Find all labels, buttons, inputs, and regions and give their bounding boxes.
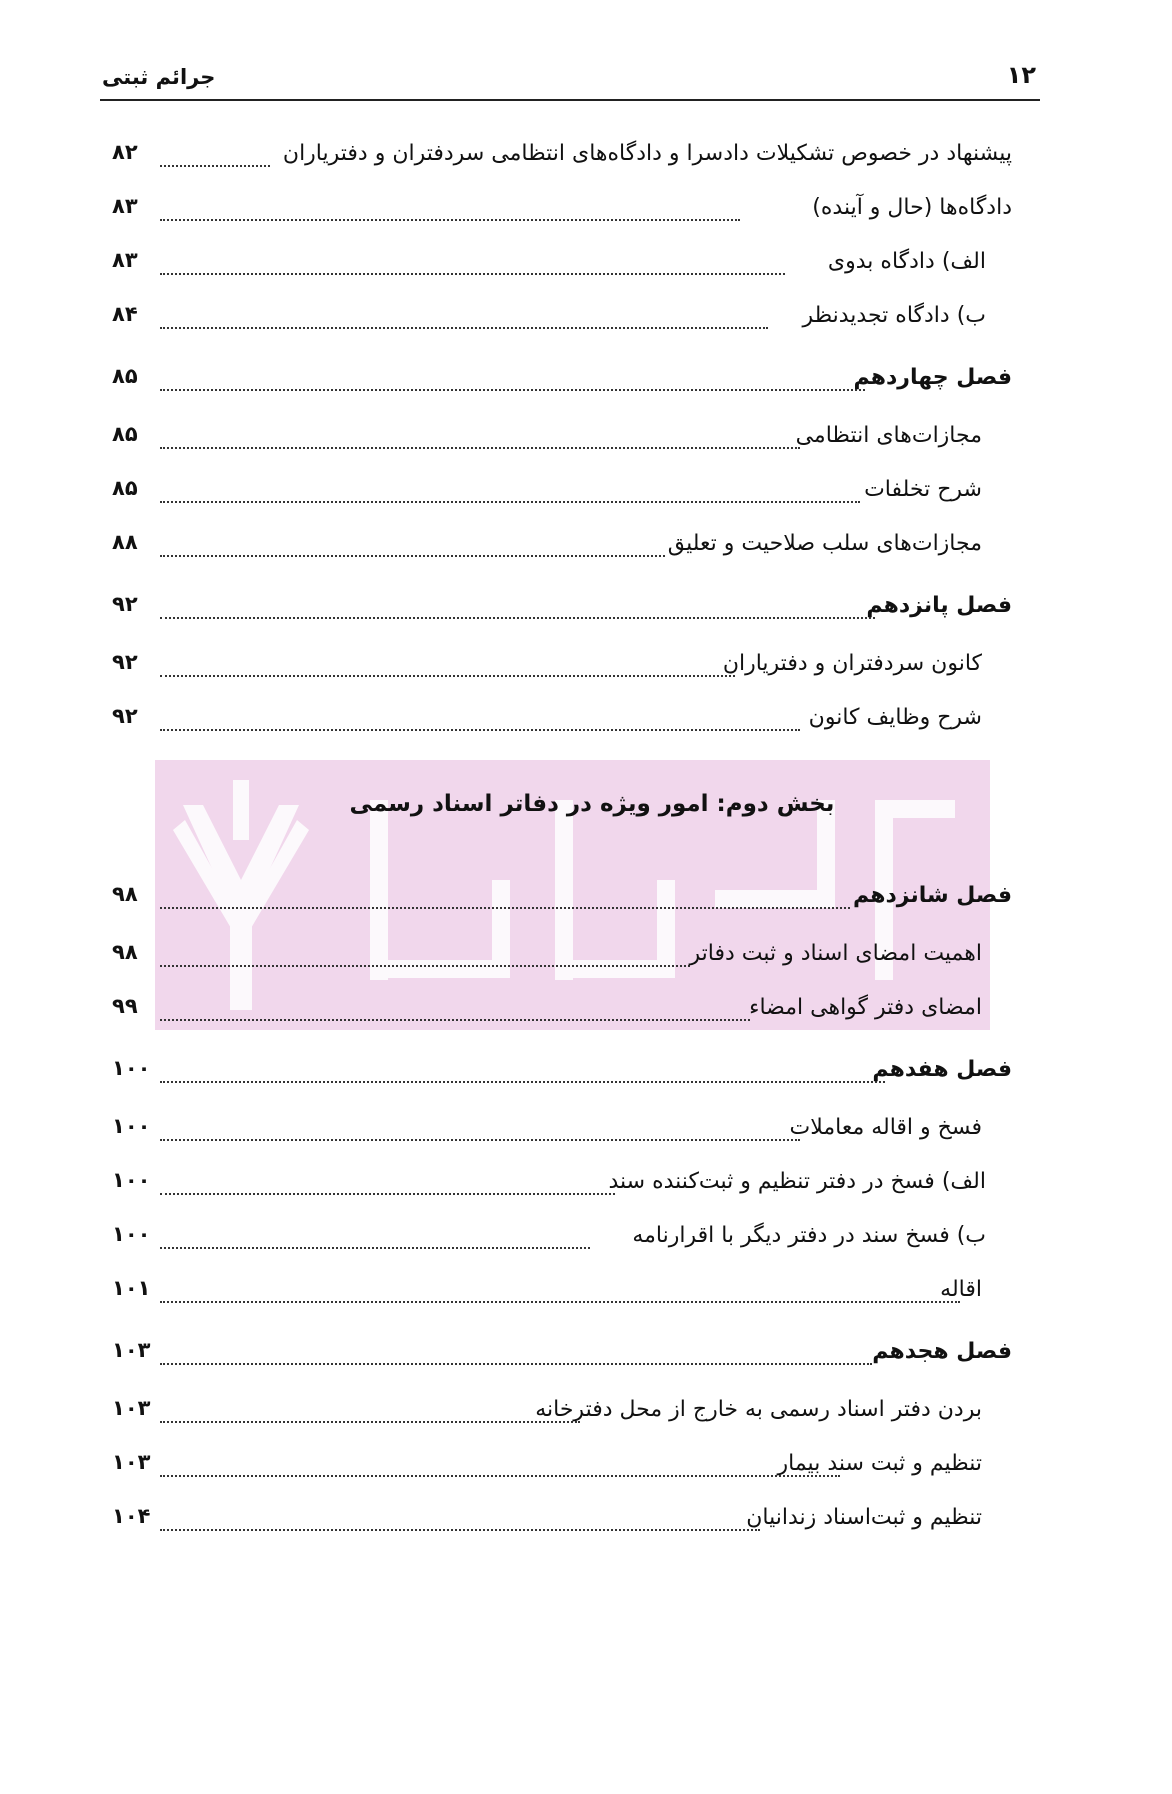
toc-entry-title: مجازات‌های سلب صلاحیت و تعلیق bbox=[667, 531, 982, 556]
toc-entry[interactable] bbox=[112, 1107, 1012, 1161]
dot-leader bbox=[160, 597, 875, 619]
toc-chapter[interactable] bbox=[112, 875, 1012, 933]
toc-chapter[interactable] bbox=[112, 585, 1012, 643]
toc-page-number: ۱۰۳ bbox=[112, 1338, 151, 1362]
part-title: بخش دوم: امور ویژه در دفاتر اسناد رسمی bbox=[349, 791, 835, 817]
toc-page-number: ۱۰۱ bbox=[112, 1276, 151, 1300]
toc-entry[interactable] bbox=[112, 133, 1012, 187]
dot-leader bbox=[160, 887, 850, 909]
dot-leader bbox=[160, 481, 860, 503]
toc-page-number: ۸۳ bbox=[112, 194, 138, 218]
toc-chapter[interactable] bbox=[112, 1331, 1012, 1389]
dot-leader bbox=[160, 253, 785, 275]
dot-leader bbox=[160, 369, 865, 391]
dot-leader bbox=[160, 655, 735, 677]
toc-entry[interactable] bbox=[112, 469, 1012, 523]
page-header bbox=[100, 55, 1040, 101]
toc-entry[interactable] bbox=[112, 1269, 1012, 1323]
toc-entry-title: الف) دادگاه بدوی bbox=[827, 249, 986, 274]
toc-entry-title: کانون سردفتران و دفتریاران bbox=[722, 651, 982, 676]
toc-entry-title: اهمیت امضای اسناد و ثبت دفاتر bbox=[689, 941, 982, 966]
dot-leader bbox=[160, 1401, 580, 1423]
toc-page-number: ۱۰۳ bbox=[112, 1396, 151, 1420]
toc-chapter[interactable] bbox=[112, 1049, 1012, 1107]
toc-entry[interactable] bbox=[112, 241, 1012, 295]
toc-entry[interactable] bbox=[112, 1215, 1012, 1269]
toc-entry[interactable] bbox=[112, 187, 1012, 241]
toc-entry-title: دادگاه‌ها (حال و آینده) bbox=[812, 195, 1012, 220]
toc-entry[interactable] bbox=[112, 933, 1012, 987]
toc-chapter-title: فصل چهاردهم bbox=[853, 365, 1012, 390]
toc-entry-title: تنظیم و ثبت‌اسناد زندانیان bbox=[746, 1505, 982, 1530]
toc-entry-title: اقاله bbox=[940, 1277, 982, 1302]
toc-entry[interactable] bbox=[112, 295, 1012, 349]
toc-page-number: ۸۵ bbox=[112, 364, 138, 388]
dot-leader bbox=[160, 307, 768, 329]
dot-leader bbox=[160, 709, 800, 731]
toc-page-number: ۹۸ bbox=[112, 882, 138, 906]
dot-leader bbox=[160, 199, 740, 221]
toc-page-number: ۱۰۰ bbox=[112, 1114, 151, 1138]
dot-leader bbox=[160, 145, 270, 167]
dot-leader bbox=[160, 945, 690, 967]
toc-page-number: ۹۹ bbox=[112, 994, 138, 1018]
dot-leader bbox=[160, 535, 665, 557]
toc-entry[interactable] bbox=[112, 987, 1012, 1041]
toc-entry[interactable] bbox=[112, 1443, 1012, 1497]
toc-entry-title: مجازات‌های انتظامی bbox=[795, 423, 982, 448]
dot-leader bbox=[160, 1173, 615, 1195]
toc-page-number: ۸۳ bbox=[112, 248, 138, 272]
dot-leader bbox=[160, 1343, 872, 1365]
toc-page-number: ۸۸ bbox=[112, 530, 138, 554]
toc-chapter-title: فصل شانزدهم bbox=[852, 883, 1012, 908]
toc-chapter[interactable] bbox=[112, 357, 1012, 415]
dot-leader bbox=[160, 1119, 800, 1141]
toc-page-number: ۹۲ bbox=[112, 592, 138, 616]
toc-page-number: ۹۲ bbox=[112, 650, 138, 674]
toc-chapter-title: فصل پانزدهم bbox=[866, 593, 1012, 618]
dot-leader bbox=[160, 1281, 960, 1303]
toc-entry-title: شرح وظایف کانون bbox=[808, 705, 982, 730]
toc-page-number: ۸۴ bbox=[112, 302, 138, 326]
toc-entry[interactable] bbox=[112, 643, 1012, 697]
toc-entry[interactable] bbox=[112, 1497, 1012, 1551]
toc-page-number: ۱۰۰ bbox=[112, 1168, 151, 1192]
page-number: ۱۲ bbox=[1006, 61, 1036, 89]
toc-entry[interactable] bbox=[112, 415, 1012, 469]
toc-page-number: ۹۲ bbox=[112, 704, 138, 728]
toc-entry-title: فسخ و اقاله معاملات bbox=[789, 1115, 982, 1140]
toc-entry[interactable] bbox=[112, 1389, 1012, 1443]
toc-entry-title: ب) فسخ سند در دفتر دیگر با اقرارنامه bbox=[632, 1223, 986, 1248]
toc-page-number: ۹۸ bbox=[112, 940, 138, 964]
toc-page-number: ۱۰۴ bbox=[112, 1504, 151, 1528]
dot-leader bbox=[160, 1061, 885, 1083]
toc-page-number: ۸۲ bbox=[112, 140, 138, 164]
toc-page-number: ۸۵ bbox=[112, 422, 138, 446]
dot-leader bbox=[160, 1455, 840, 1477]
part-heading bbox=[112, 781, 1012, 867]
toc-entry-title: شرح تخلفات bbox=[864, 477, 982, 502]
toc-page-number: ۱۰۳ bbox=[112, 1450, 151, 1474]
toc-entry-title: تنظیم و ثبت سند بیمار bbox=[777, 1451, 982, 1476]
toc-page-number: ۱۰۰ bbox=[112, 1056, 151, 1080]
toc-entry[interactable] bbox=[112, 1161, 1012, 1215]
dot-leader bbox=[160, 1227, 590, 1249]
toc-page-number: ۱۰۰ bbox=[112, 1222, 151, 1246]
toc-page-number: ۸۵ bbox=[112, 476, 138, 500]
dot-leader bbox=[160, 999, 750, 1021]
toc-entry[interactable] bbox=[112, 697, 1012, 751]
toc-entry-title: بردن دفتر اسناد رسمی به خارج از محل دفترخانه bbox=[535, 1397, 982, 1422]
toc-entry-title: امضای دفتر گواهی امضاء bbox=[749, 995, 982, 1020]
toc-chapter-title: فصل هفدهم bbox=[872, 1057, 1012, 1082]
table-of-contents bbox=[112, 133, 1012, 1551]
toc-entry-title: پیشنهاد در خصوص تشکیلات دادسرا و دادگاه‌های انتظامی سردفتران و دفتریاران bbox=[282, 141, 1012, 166]
toc-entry-title: ب) دادگاه تجدیدنظر bbox=[802, 303, 986, 328]
toc-entry[interactable] bbox=[112, 523, 1012, 577]
running-title: جرائم ثبتی bbox=[102, 65, 216, 89]
toc-entry-title: الف) فسخ در دفتر تنظیم و ثبت‌کننده سند bbox=[608, 1169, 986, 1194]
toc-chapter-title: فصل هجدهم bbox=[872, 1339, 1012, 1364]
dot-leader bbox=[160, 1509, 760, 1531]
dot-leader bbox=[160, 427, 800, 449]
